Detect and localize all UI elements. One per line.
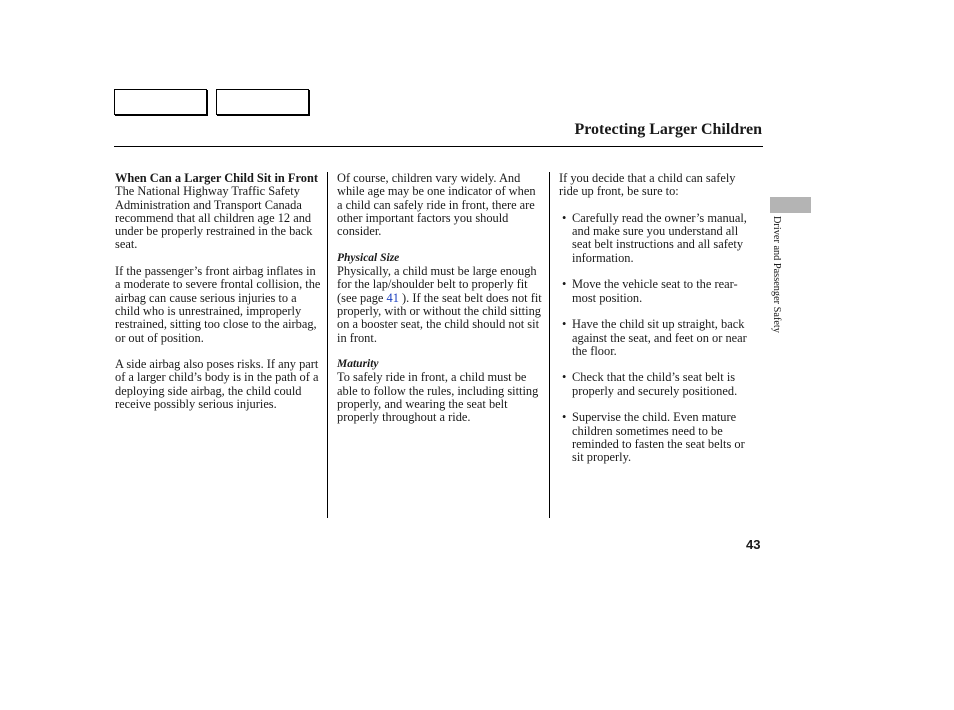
subheading-maturity: Maturity [337, 358, 379, 371]
section-heading: When Can a Larger Child Sit in Front [115, 171, 318, 185]
paragraph: Of course, children vary widely. And while age may be one indicator of when a child can safely ride in front, there are other important factors you should consider. [337, 171, 536, 239]
column-divider [549, 172, 550, 518]
paragraph: To safely ride in front, a child must be able to follow the rules, including sitting properly, and wearing the seat belt properly throughout a ride. [337, 370, 539, 425]
text: ). If the seat belt does not fit properly, with or without the child sitting on a booster seat, the child should not sit in front. [337, 290, 542, 345]
column-divider [327, 172, 328, 518]
paragraph: A side airbag also poses risks. If any part of a larger child’s body is in the path of a deploying side airbag, the child could receive possibly serious injuries. [115, 357, 319, 412]
page-title: Protecting Larger Children [574, 121, 762, 138]
bullet-icon: • [562, 317, 567, 332]
nav-button-1[interactable] [114, 89, 207, 115]
bullet-list [559, 212, 757, 465]
list-item-text: Carefully read the owner’s manual, and make sure you understand all seat belt instructions and all safety information. [572, 210, 747, 265]
list-item-text: Have the child sit up straight, back against the seat, and feet on or near the floor. [572, 317, 747, 358]
column-2 [337, 172, 544, 438]
list-item [559, 318, 757, 358]
section-tab [770, 197, 811, 213]
column-1 [115, 172, 322, 425]
bullet-icon: • [562, 210, 567, 225]
text: Physically, a child must be large enough for the lap/shoulder belt to properly fit (see page [337, 264, 537, 305]
bullet-icon: • [562, 277, 567, 292]
paragraph: If the passenger’s front airbag inflates in a moderate to severe frontal collision, the airbag can cause serious injuries to a child who is unrestrained, improperly restrained, sitting too close to the airbag, or out of position. [115, 264, 321, 345]
nav-button-2[interactable] [216, 89, 309, 115]
list-item [559, 371, 757, 398]
paragraph [337, 265, 544, 345]
section-side-label: Driver and Passenger Safety [771, 216, 782, 333]
list-item-text: Supervise the child. Even mature children sometimes need to be reminded to fasten the seat belts or sit properly. [572, 410, 745, 465]
page-link[interactable]: 41 [386, 290, 399, 305]
bullet-icon: • [562, 370, 567, 385]
title-rule [114, 146, 763, 147]
page-number: 43 [746, 537, 761, 552]
paragraph: The National Highway Traffic Safety Administration and Transport Canada recommend that all children age 12 and under be properly restrained in the back seat. [115, 184, 313, 252]
paragraph: If you decide that a child can safely ride up front, be sure to: [559, 171, 736, 199]
column-3 [559, 172, 757, 478]
subheading-physical-size: Physical Size [337, 251, 400, 264]
list-item [559, 212, 757, 265]
list-item [559, 411, 757, 464]
list-item-text: Check that the child’s seat belt is properly and securely positioned. [572, 370, 738, 398]
list-item-text: Move the vehicle seat to the rear-most position. [572, 277, 738, 305]
list-item [559, 278, 757, 305]
bullet-icon: • [562, 410, 567, 425]
